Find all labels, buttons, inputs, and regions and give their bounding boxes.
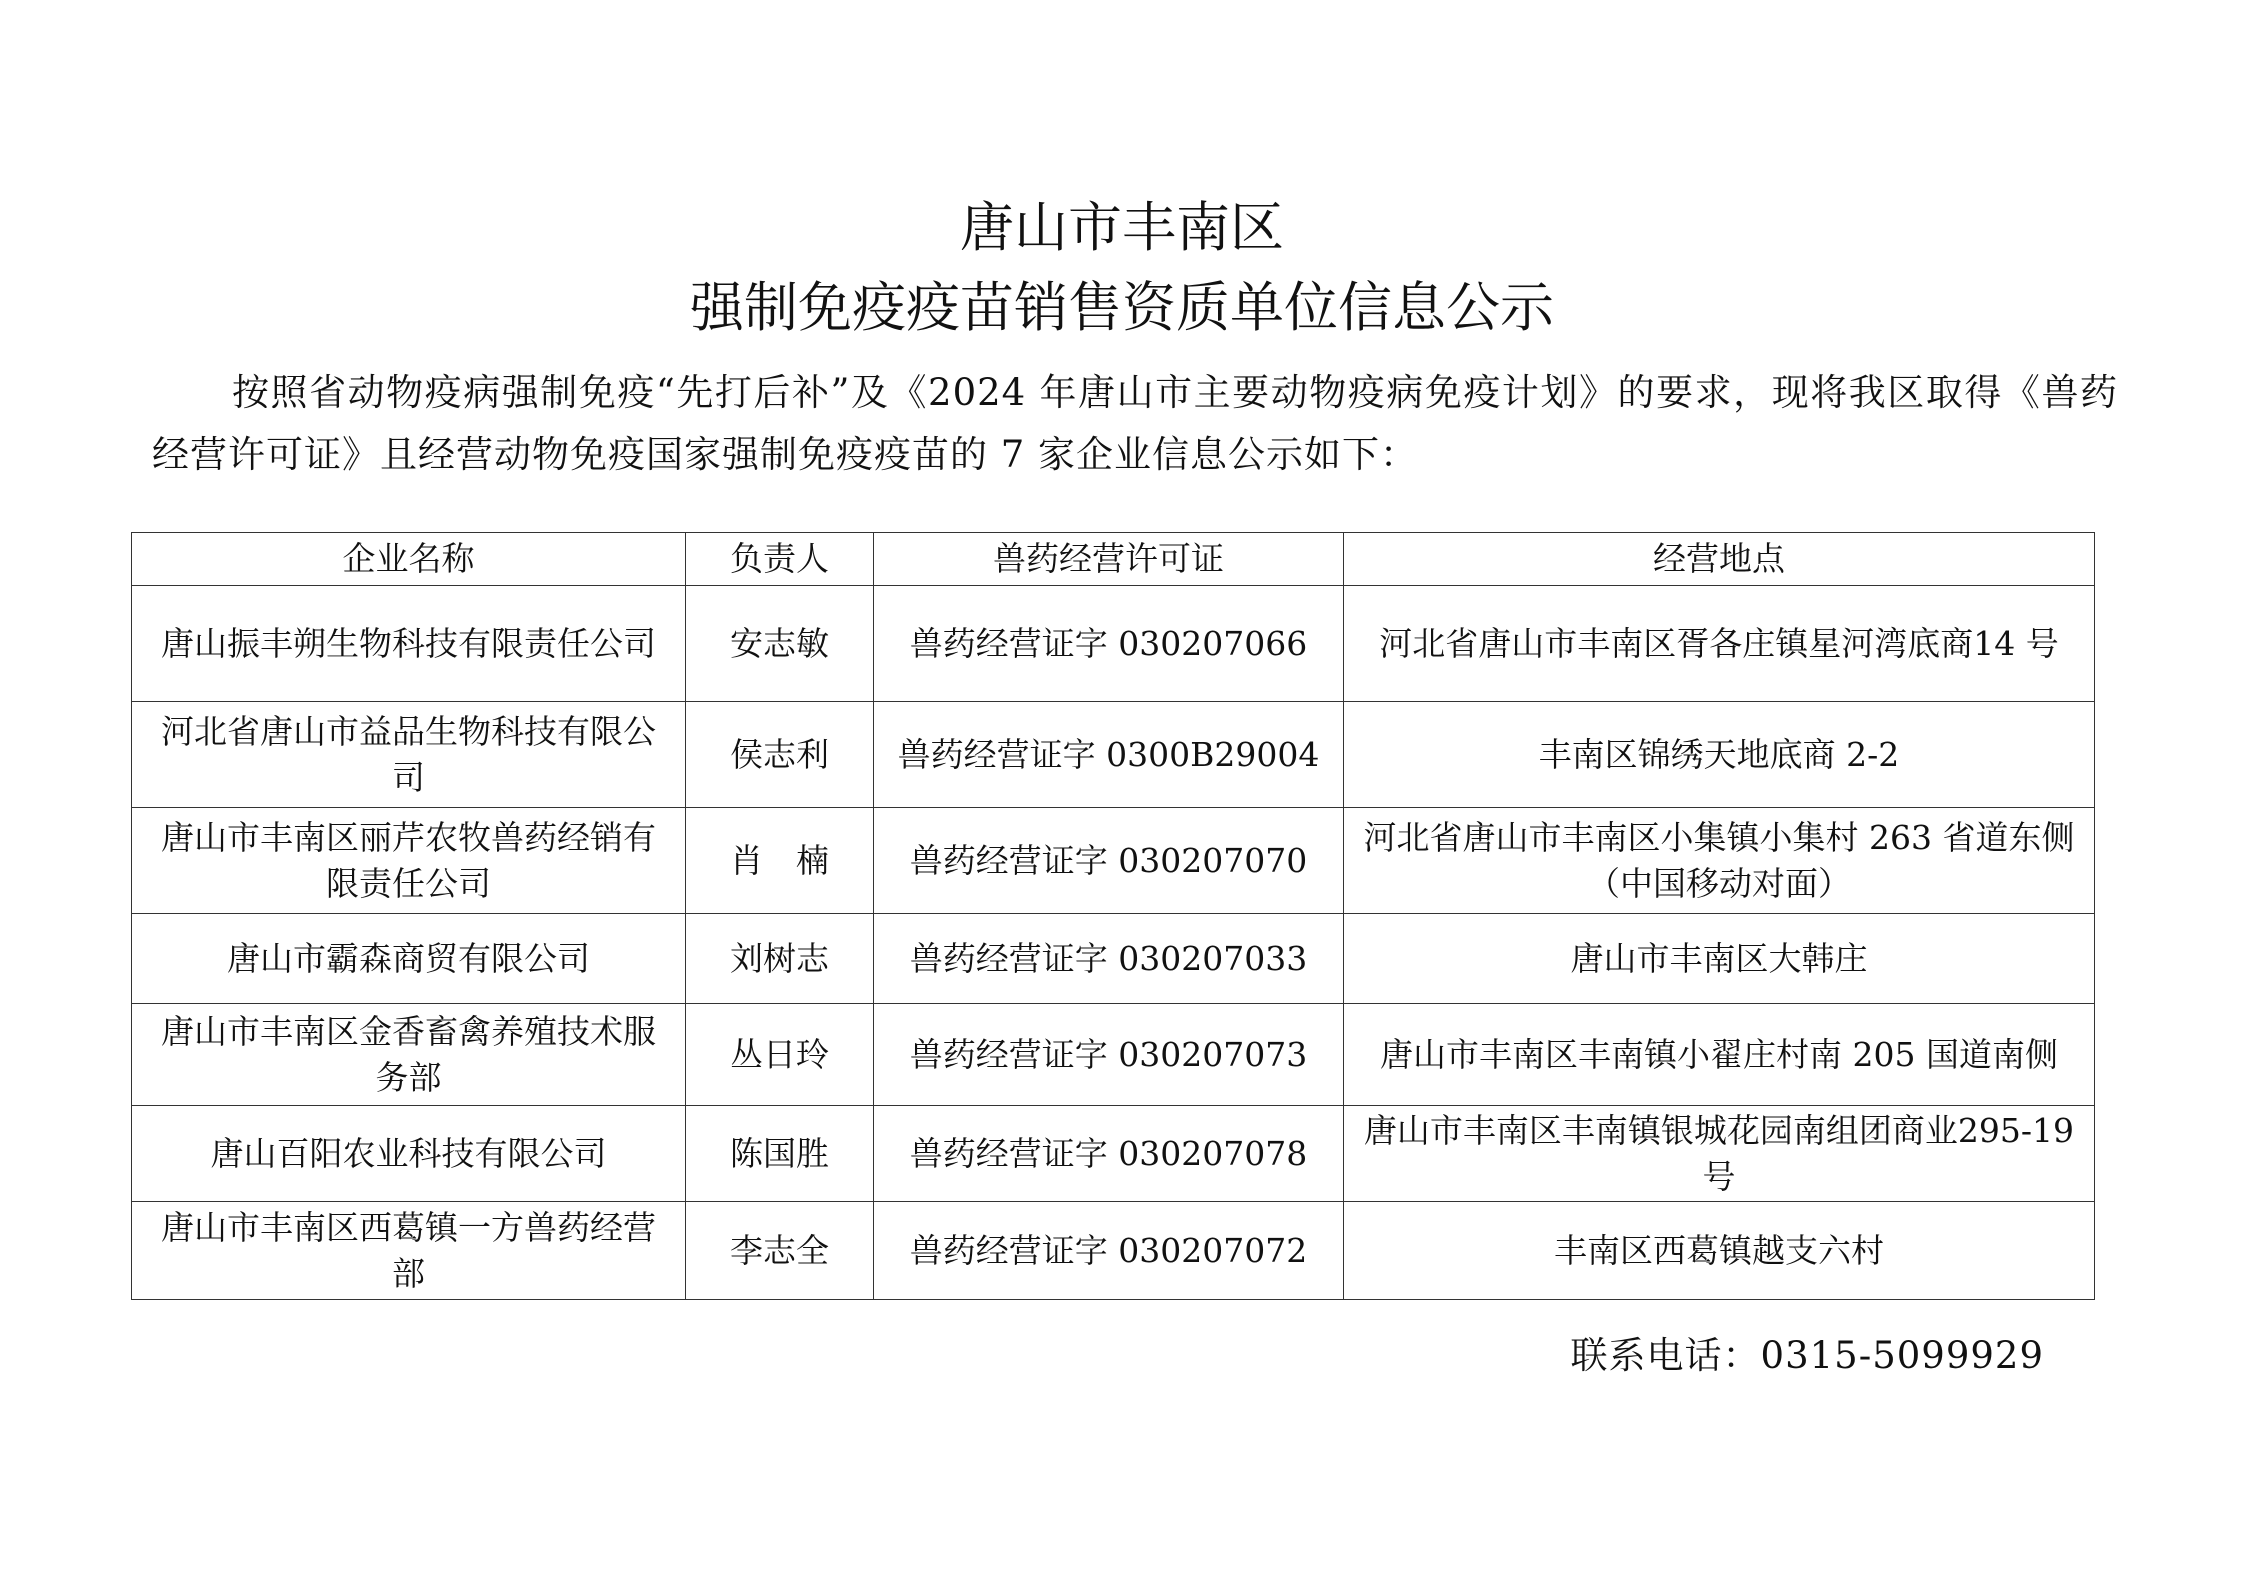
table-row xyxy=(132,1106,2095,1202)
person-cell: 刘树志 xyxy=(686,914,874,1004)
title-line-1: 唐山市丰南区 xyxy=(960,196,1284,259)
address-cell: 河北省唐山市丰南区小集镇小集村 263 省道东侧（中国移动对面） xyxy=(1344,808,2095,914)
table-header-row xyxy=(132,533,2095,586)
header-license: 兽药经营许可证 xyxy=(874,533,1344,586)
company-table xyxy=(131,532,2095,1300)
person-cell: 侯志利 xyxy=(686,702,874,808)
person-cell: 李志全 xyxy=(686,1202,874,1300)
company-name-cell: 唐山市丰南区丽芹农牧兽药经销有限责任公司 xyxy=(132,808,686,914)
person-cell: 肖 楠 xyxy=(686,808,874,914)
title-line-2: 强制免疫疫苗销售资质单位信息公示 xyxy=(690,276,1554,339)
license-cell: 兽药经营证字 030207078 xyxy=(874,1106,1344,1202)
address-cell: 唐山市丰南区大韩庄 xyxy=(1344,914,2095,1004)
person-cell: 安志敏 xyxy=(686,586,874,702)
license-cell: 兽药经营证字 030207066 xyxy=(874,586,1344,702)
address-cell: 河北省唐山市丰南区胥各庄镇星河湾底商14 号 xyxy=(1344,586,2095,702)
table-row xyxy=(132,586,2095,702)
license-cell: 兽药经营证字 030207070 xyxy=(874,808,1344,914)
table-row xyxy=(132,1202,2095,1300)
license-cell: 兽药经营证字 0300B29004 xyxy=(874,702,1344,808)
company-name-cell: 河北省唐山市益品生物科技有限公司 xyxy=(132,702,686,808)
header-person: 负责人 xyxy=(686,533,874,586)
license-cell: 兽药经营证字 030207073 xyxy=(874,1004,1344,1106)
license-cell: 兽药经营证字 030207033 xyxy=(874,914,1344,1004)
license-cell: 兽药经营证字 030207072 xyxy=(874,1202,1344,1300)
company-name-cell: 唐山市霸森商贸有限公司 xyxy=(132,914,686,1004)
company-name-cell: 唐山振丰朔生物科技有限责任公司 xyxy=(132,586,686,702)
company-name-cell: 唐山市丰南区金香畜禽养殖技术服务部 xyxy=(132,1004,686,1106)
header-company: 企业名称 xyxy=(132,533,686,586)
address-cell: 丰南区西葛镇越支六村 xyxy=(1344,1202,2095,1300)
intro-paragraph: 按照省动物疫病强制免疫“先打后补”及《2024 年唐山市主要动物疫病免疫计划》的要求，现将我区取得《兽药经营许可证》且经营动物免疫国家强制免疫疫苗的 7 家企业信息公示如下： xyxy=(152,371,2118,476)
table-row xyxy=(132,808,2095,914)
address-cell: 唐山市丰南区丰南镇小翟庄村南 205 国道南侧 xyxy=(1344,1004,2095,1106)
person-cell: 丛日玲 xyxy=(686,1004,874,1106)
company-name-cell: 唐山百阳农业科技有限公司 xyxy=(132,1106,686,1202)
table-row xyxy=(132,1004,2095,1106)
table-row xyxy=(132,914,2095,1004)
company-name-cell: 唐山市丰南区西葛镇一方兽药经营部 xyxy=(132,1202,686,1300)
person-cell: 陈国胜 xyxy=(686,1106,874,1202)
address-cell: 丰南区锦绣天地底商 2-2 xyxy=(1344,702,2095,808)
contact-phone: 联系电话：0315-5099929 xyxy=(1570,1334,2044,1377)
table-row xyxy=(132,702,2095,808)
header-address: 经营地点 xyxy=(1344,533,2095,586)
address-cell: 唐山市丰南区丰南镇银城花园南组团商业295-19 号 xyxy=(1344,1106,2095,1202)
